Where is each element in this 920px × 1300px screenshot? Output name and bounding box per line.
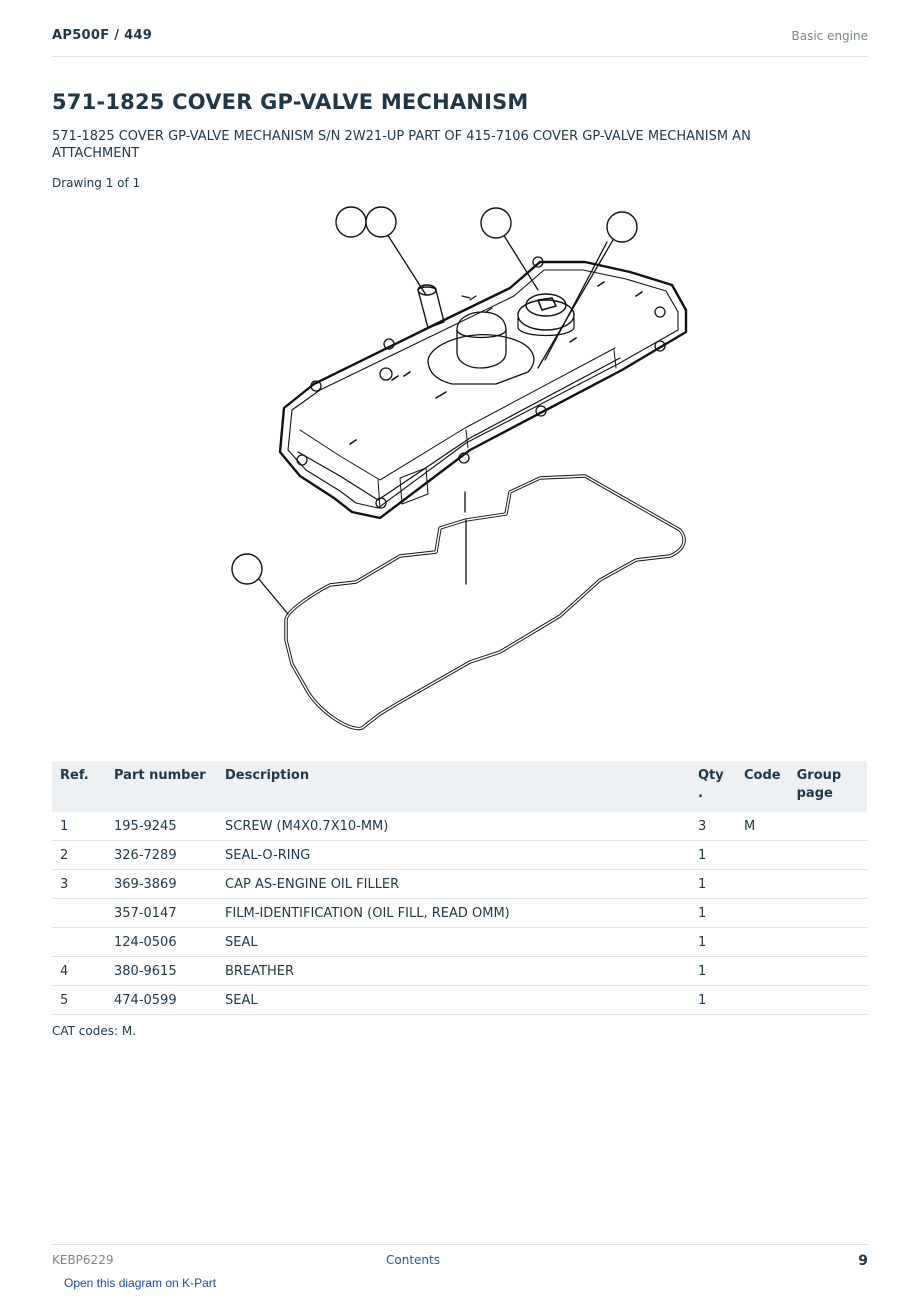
callout-balloon [336, 207, 366, 237]
cell-group-page [789, 812, 867, 841]
cell-group-page [789, 928, 867, 957]
leader-lines [258, 226, 620, 614]
cell-part-number: 357-0147 [106, 899, 217, 928]
table-header-row [52, 761, 867, 812]
cell-group-page [789, 841, 867, 870]
cell-part-number: 124-0506 [106, 928, 217, 957]
page-header [52, 28, 868, 57]
table-row [52, 899, 867, 928]
cell-qty: 3 [690, 812, 736, 841]
column-header-ref: Ref. [52, 761, 106, 812]
cell-description: SCREW (M4X0.7X10-MM) [217, 812, 690, 841]
cell-description: FILM-IDENTIFICATION (OIL FILL, READ OMM) [217, 899, 690, 928]
cell-code [736, 957, 789, 986]
cell-part-number: 474-0599 [106, 986, 217, 1015]
cell-ref: 3 [52, 870, 106, 899]
cell-code [736, 928, 789, 957]
cell-description: SEAL [217, 928, 690, 957]
callout-balloon [232, 554, 262, 584]
table-row [52, 986, 867, 1015]
page-number: 9 [858, 1253, 868, 1269]
center-axis-line [465, 492, 466, 584]
cell-ref [52, 899, 106, 928]
cell-ref: 1 [52, 812, 106, 841]
cat-codes-note: CAT codes: M. [52, 1024, 137, 1038]
cell-qty: 1 [690, 986, 736, 1015]
cell-part-number: 369-3869 [106, 870, 217, 899]
gasket-drawing [286, 476, 684, 729]
column-header-group-page: Group page [789, 761, 867, 812]
table-row [52, 841, 867, 870]
table-row [52, 957, 867, 986]
document-id: KEBP6229 [52, 1253, 114, 1267]
page-footer [52, 1244, 868, 1275]
cell-qty: 1 [690, 870, 736, 899]
cell-code [736, 841, 789, 870]
cell-ref: 5 [52, 986, 106, 1015]
parts-table [52, 761, 867, 1015]
cell-part-number: 195-9245 [106, 812, 217, 841]
cell-description: SEAL [217, 986, 690, 1015]
page-subtitle: 571-1825 COVER GP-VALVE MECHANISM S/N 2W21-UP PART OF 415-7106 COVER GP-VALVE MECHANISM AN ATTACHMENT [52, 129, 751, 161]
column-header-description: Description [217, 761, 690, 812]
cell-code [736, 899, 789, 928]
table-row [52, 928, 867, 957]
drawing-count: Drawing 1 of 1 [52, 176, 141, 190]
table-row [52, 870, 867, 899]
cell-ref: 2 [52, 841, 106, 870]
cell-code [736, 870, 789, 899]
cell-description: BREATHER [217, 957, 690, 986]
valve-cover-drawing [280, 257, 686, 518]
cell-ref [52, 928, 106, 957]
page-title: 571-1825 COVER GP-VALVE MECHANISM [52, 90, 529, 114]
cell-qty: 1 [690, 928, 736, 957]
cell-part-number: 380-9615 [106, 957, 217, 986]
column-header-code: Code [736, 761, 789, 812]
cell-qty: 1 [690, 899, 736, 928]
column-header-part-number: Part number [106, 761, 217, 812]
cell-part-number: 326-7289 [106, 841, 217, 870]
callout-balloon [366, 207, 396, 237]
cell-ref: 4 [52, 957, 106, 986]
cell-qty: 1 [690, 957, 736, 986]
cell-group-page [789, 899, 867, 928]
cell-description: SEAL-O-RING [217, 841, 690, 870]
section-label: Basic engine [791, 29, 868, 43]
table-row [52, 812, 867, 841]
callout-balloon [607, 212, 637, 242]
cell-group-page [789, 957, 867, 986]
cell-description: CAP AS-ENGINE OIL FILLER [217, 870, 690, 899]
cell-qty: 1 [690, 841, 736, 870]
cell-code: M [736, 812, 789, 841]
callout-balloon [481, 208, 511, 238]
column-header-qty: Qty . [690, 761, 736, 812]
model-label: AP500F / 449 [52, 28, 153, 43]
exploded-parts-diagram [220, 200, 700, 740]
cell-group-page [789, 986, 867, 1015]
cell-code [736, 986, 789, 1015]
cell-group-page [789, 870, 867, 899]
open-in-kpart-link[interactable]: Open this diagram on K-Part [64, 1276, 217, 1290]
contents-link[interactable]: Contents [386, 1253, 440, 1267]
